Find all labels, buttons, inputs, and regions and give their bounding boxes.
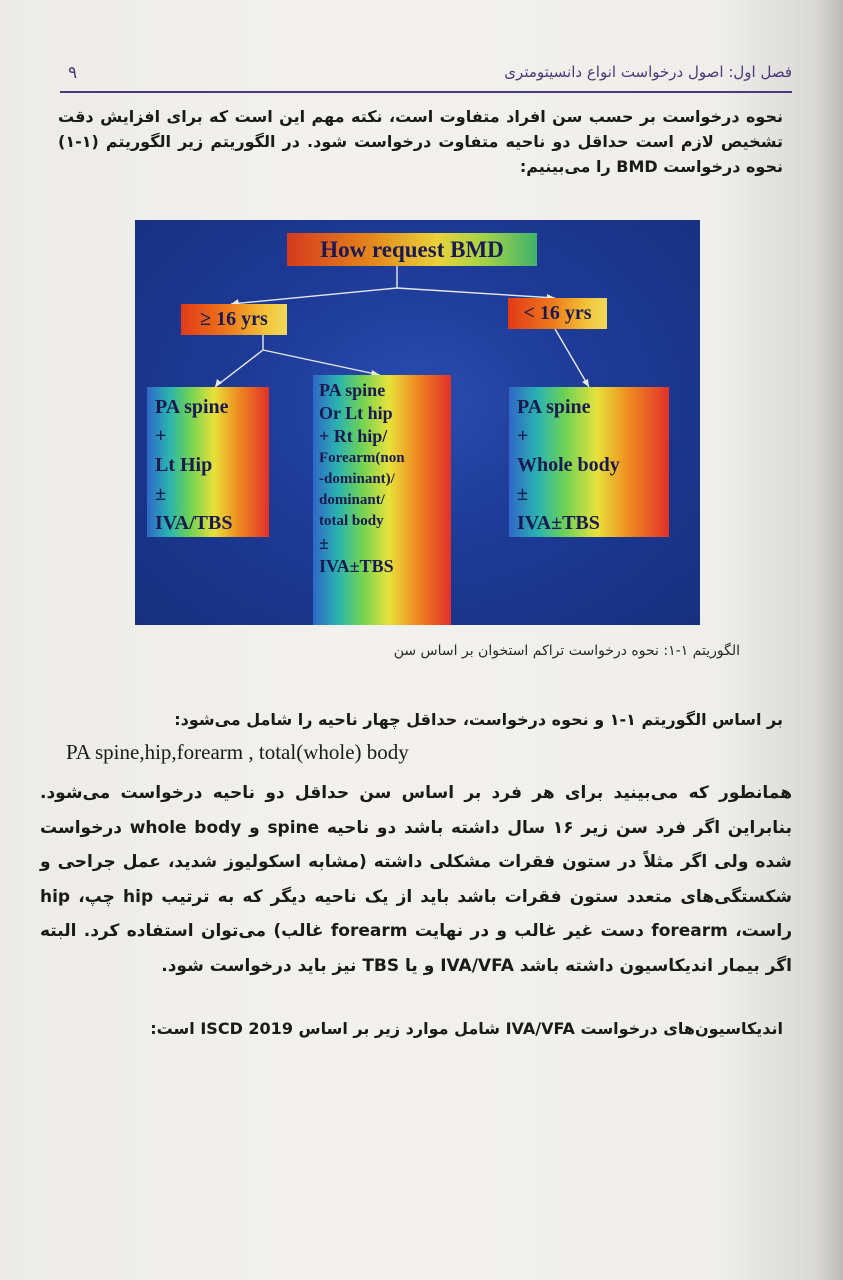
flowchart-title: How request BMD xyxy=(287,233,537,266)
paragraph-iva-indications: اندیکاسیون‌های درخواست IVA/VFA شامل موارد زیر بر اساس ISCD 2019 است: xyxy=(150,1019,783,1038)
box-line: ± xyxy=(155,483,166,505)
box-line: IVA±TBS xyxy=(517,512,600,534)
page-number: ۹ xyxy=(68,63,78,83)
box-line: PA spine xyxy=(155,396,229,418)
box-line: + xyxy=(155,425,167,447)
box-line: total body xyxy=(319,513,384,529)
paragraph-intro: نحوه درخواست بر حسب سن افراد متفاوت است، نکته مهم این است که برای افزایش دقت تشخیص لازم است حداقل دو ناحیه متفاوت درخواست شود. در الگوریتم زیر الگوریتم (۱-۱) نحوه درخواست BMD را می‌بینیم: xyxy=(58,107,783,176)
box-line: dominant/ xyxy=(319,492,385,508)
page-header xyxy=(60,55,792,93)
algorithm-figure xyxy=(135,220,700,625)
chapter-title: فصل اول: اصول درخواست انواع دانسیتومتری xyxy=(504,63,792,81)
box-line: + Rt hip/ xyxy=(319,426,388,446)
age-node-16-plus: ≥ 16 yrs xyxy=(181,304,287,335)
box-alternative-sites xyxy=(313,375,451,625)
box-line: + xyxy=(517,425,529,447)
box-line: ± xyxy=(517,483,528,505)
box-line: Forearm(non xyxy=(319,450,405,466)
box-line: ± xyxy=(319,533,329,553)
figure-caption: الگوریتم ۱-۱: نحوه درخواست تراکم استخوان بر اساس سن xyxy=(393,643,740,659)
box-line: PA spine xyxy=(319,380,386,400)
box-line: IVA/TBS xyxy=(155,512,233,534)
box-line: Or Lt hip xyxy=(319,403,393,423)
box-line: PA spine xyxy=(517,396,591,418)
box-pediatric-sites xyxy=(509,387,669,537)
box-line: Lt Hip xyxy=(155,454,213,476)
regions-list: PA spine,hip,forearm , total(whole) body xyxy=(66,740,409,764)
box-line: IVA±TBS xyxy=(319,556,394,576)
box-line: -dominant)/ xyxy=(319,471,395,487)
paragraph-regions-intro: بر اساس الگوریتم ۱-۱ و نحوه درخواست، حداقل چهار ناحیه را شامل می‌شود: xyxy=(174,710,783,729)
box-adult-sites xyxy=(147,387,269,537)
age-node-under-16: < 16 yrs xyxy=(508,298,607,329)
box-line: Whole body xyxy=(517,454,620,476)
paragraph-explanation: همانطور که می‌بینید برای هر فرد بر اساس سن حداقل دو ناحیه درخواست می‌شود. بنابراین اگر فرد سن زیر ۱۶ سال داشته باشد دو ناحیه spine و whole body درخواست شده ولی اگر مثلاً در ستون فقرات مشکلی داشته (مشابه اسکولیوز شدید، عمل جراحی و شکستگی‌های متعدد ستون فقرات باشد باید از یک ناحیه دیگر که به ترتیب hip چپ، hip راست، forearm دست غیر غالب و در نهایت forearm غالب) می‌توان استفاده کرد. البته اگر بیمار اندیکاسیون داشته باشد IVA/VFA و یا TBS نیز باید درخواست شود. xyxy=(40,783,792,976)
